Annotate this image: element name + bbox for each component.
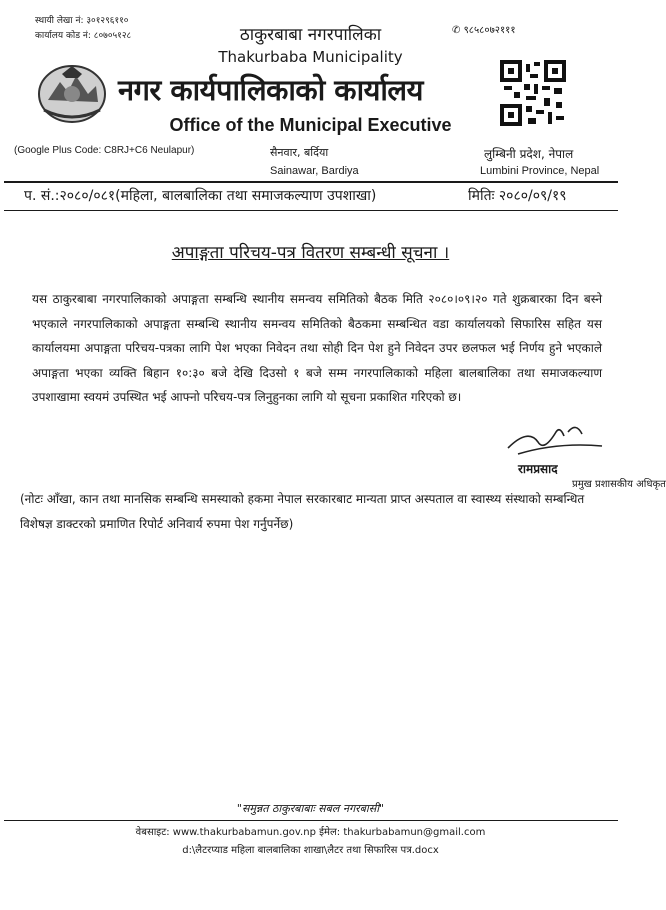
province-np: लुम्बिनी प्रदेश, नेपाल (484, 147, 574, 161)
office-code: कार्यालय कोड नं: ८०७०५१२८ (35, 31, 132, 41)
phone-number-text: ९८५८०७२१११ (463, 25, 516, 36)
notice-body: यस ठाकुरबाबा नगरपालिकाको अपाङ्गता सम्बन्धि स्थानीय समन्वय समितिको बैठक मिति २०८०।०९।२० गते शुक्रबारका दिन बस्ने भएकाले नगरपालिकाको अपाङ्गता सम्बन्धि स्थानीय समन्वय समितिको बैठकमा सम्बन्धित वडा कार्यालयको सिफारिस सहित यस कार्यालयमा अपाङ्गता परिचय-पत्रका लागि पेश भएका निवेदन तथा सोही दिन पेश हुने निवेदन उपर छलफल भई निर्णय हुने भएकाले अपाङ्गता भएका व्यक्ति बिहान १०:३० बजे देखि दिउसो १ बजे सम्म नगरपालिकाको महिला बालबालिका तथा समाजकल्याण उपशाखामा स्वयमं उपस्थित भई आफ्नो परिचय-पत्र लिनुहुनका लागि यो सूचना प्रकाशित गरिएको छ। (32, 292, 602, 404)
office-name-np: नगर कार्यपालिकाको कार्यालय (118, 73, 423, 107)
footer-slogan: "समुन्नत ठाकुरबाबाः सबल नगरबासी" (236, 802, 385, 815)
qr-code-icon (500, 60, 566, 130)
signatory-name: रामप्रसाद (518, 462, 558, 476)
footer-contact: वेबसाइट: www.thakurbabamun.gov.np ईमेल: thakurbabamun@gmail.com (135, 827, 486, 838)
reference-number: प. सं.:२०८०/०८१(महिला, बालबालिका तथा समाजकल्याण उपशाखा) (24, 188, 377, 204)
footer-file-path: d:\लैटरप्याड महिला बालबालिका शाखा\लैटर तथा सिफारिस पत्र.docx (182, 845, 439, 856)
pan-number: स्थायी लेखा नं: ३०१२९६११० (35, 16, 129, 26)
reference-divider (4, 210, 618, 211)
letter-date: मितिः २०८०/०९/१९ (468, 188, 567, 204)
phone-icon: ✆ (452, 25, 461, 36)
location-np: सैनवार, बर्दिया (270, 146, 329, 159)
notice-title: अपाङ्गता परिचय-पत्र वितरण सम्बन्धी सूचना । (171, 243, 450, 263)
notice-note: (नोटः आँखा, कान तथा मानसिक सम्बन्धि समस्याको हकमा नेपाल सरकारबाट मान्यता प्राप्त अस्पताल वा स्वास्थ्य संस्थाको सम्बन्धित विशेषज्ञ डाक्टरको प्रमाणित रिपोर्ट अनिवार्य रुपमा पेश गर्नुपर्नेछ) (20, 492, 585, 531)
office-name-en: Office of the Municipal Executive (169, 115, 452, 135)
google-plus-code: (Google Plus Code: C8RJ+C6 Neulapur) (14, 145, 195, 156)
header-divider (4, 181, 618, 183)
signatory-title: प्रमुख प्रशासकीय अधिकृत (572, 479, 666, 490)
location-en: Sainawar, Bardiya (270, 165, 359, 177)
municipality-name-en: Thakurbaba Municipality (218, 48, 403, 66)
footer-divider (4, 820, 618, 821)
municipality-name-np: ठाकुरबाबा नगरपालिका (239, 25, 382, 45)
province-en: Lumbini Province, Nepal (480, 165, 600, 177)
